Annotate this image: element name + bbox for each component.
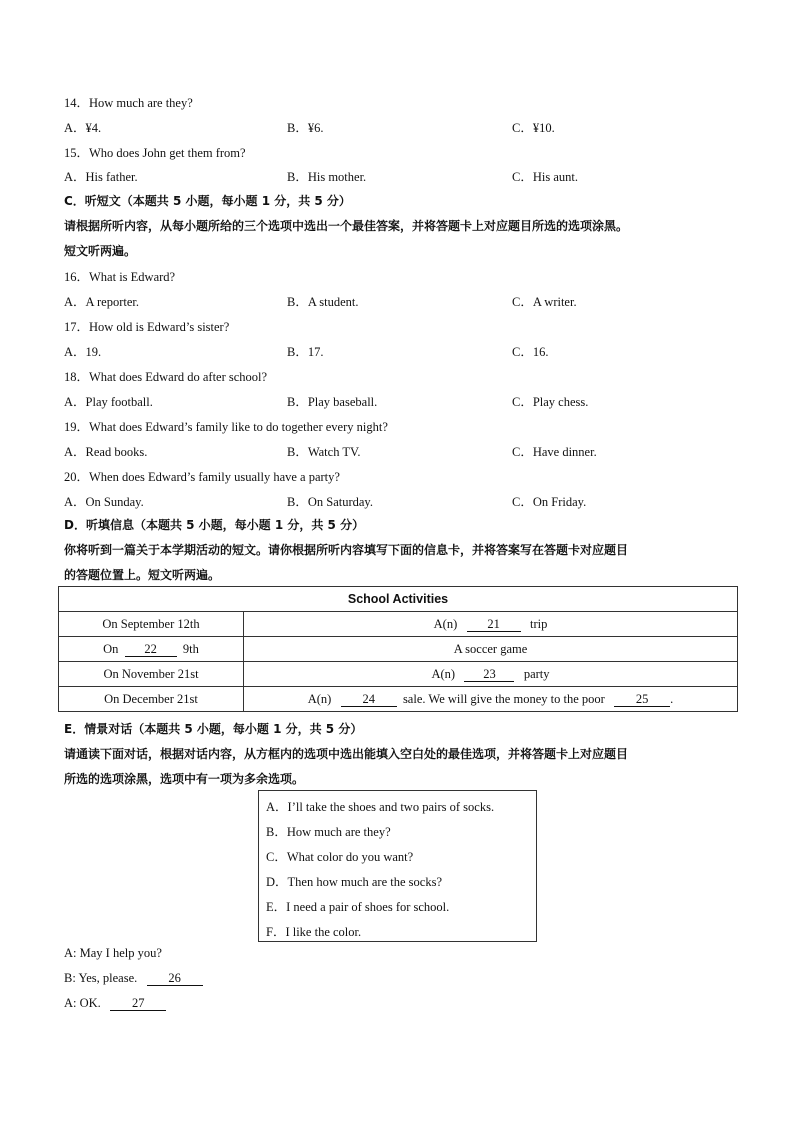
option-b: B．Play baseball.	[287, 395, 378, 409]
option-a: A．19.	[64, 345, 102, 359]
question-15: 15．Who does John get them from?	[64, 146, 246, 160]
section-d-instruction-2: 的答题位置上。短文听两遍。	[64, 568, 221, 582]
option-b: B．¥6.	[287, 121, 324, 135]
date-cell: On December 21st	[59, 687, 244, 712]
dialogue-line-3	[64, 996, 166, 1011]
activity-cell	[244, 662, 738, 687]
question-19: 19．What does Edward’s family like to do together every night?	[64, 420, 388, 434]
date-cell: On September 12th	[59, 612, 244, 637]
question-14: 14．How much are they?	[64, 96, 193, 110]
dialogue-text: A: OK.	[64, 996, 101, 1010]
blank-24: 24	[341, 693, 397, 707]
option-b: B．A student.	[287, 295, 359, 309]
options-15	[64, 167, 684, 183]
date-prefix: On	[103, 641, 119, 656]
question-18: 18．What does Edward do after school?	[64, 370, 268, 384]
option-a: A．On Sunday.	[64, 495, 144, 509]
option-c: C．Have dinner.	[512, 445, 597, 459]
option-c: C．¥10.	[512, 121, 555, 135]
option-a: A．A reporter.	[64, 295, 139, 309]
option-item: D．Then how much are the socks?	[266, 875, 442, 889]
activity-cell	[244, 687, 738, 712]
question-16: 16．What is Edward?	[64, 270, 176, 284]
blank-21: 21	[467, 618, 521, 632]
blank-23: 23	[464, 668, 514, 682]
blank-27: 27	[110, 997, 166, 1011]
option-c: C．His aunt.	[512, 170, 578, 184]
activity-description: sale. We will give the money to the poor	[402, 691, 605, 706]
options-19	[64, 442, 684, 458]
option-item: B．How much are they?	[266, 825, 391, 839]
option-b: B．17.	[287, 345, 324, 359]
option-a: A．Play football.	[64, 395, 153, 409]
activity-prefix: A(n)	[307, 691, 332, 706]
section-c-instruction-1: 请根据所听内容，从每小题所给的三个选项中选出一个最佳答案，并将答题卡上对应题目所选的选项涂黑。	[64, 219, 629, 233]
option-b: B．His mother.	[287, 170, 367, 184]
section-c-heading: C．听短文（本题共 5 小题，每小题 1 分，共 5 分）	[64, 194, 351, 208]
table-row	[59, 687, 738, 712]
table-title: School Activities	[59, 587, 738, 612]
date-suffix: 9th	[182, 641, 199, 656]
option-c: C．A writer.	[512, 295, 577, 309]
date-cell	[59, 637, 244, 662]
option-item: F．I like the color.	[266, 925, 362, 939]
option-c: C．Play chess.	[512, 395, 589, 409]
section-d-heading: D．听填信息（本题共 5 小题，每小题 1 分，共 5 分）	[64, 518, 365, 532]
dialogue-line-2	[64, 971, 203, 986]
option-c: C．16.	[512, 345, 549, 359]
blank-22: 22	[125, 643, 177, 657]
options-16	[64, 292, 684, 308]
option-a: A．¥4.	[64, 121, 102, 135]
activity-cell	[244, 612, 738, 637]
section-c-instruction-2: 短文听两遍。	[64, 244, 137, 258]
question-20: 20．When does Edward’s family usually have a party?	[64, 470, 340, 484]
option-b: B．Watch TV.	[287, 445, 361, 459]
option-c: C．On Friday.	[512, 495, 587, 509]
activity-suffix: party	[523, 666, 550, 681]
blank-25: 25	[614, 693, 670, 707]
options-14	[64, 118, 684, 134]
section-e-heading: E．情景对话（本题共 5 小题，每小题 1 分，共 5 分）	[64, 722, 363, 736]
period: .	[670, 691, 674, 706]
options-17	[64, 342, 684, 358]
dialogue-line-1: A: May I help you?	[64, 946, 162, 960]
activity-cell: A soccer game	[244, 637, 738, 662]
section-e-instruction-1: 请通读下面对话，根据对话内容，从方框内的选项中选出能填入空白处的最佳选项，并将答题卡上对应题目	[64, 747, 629, 761]
options-box	[258, 790, 537, 942]
blank-26: 26	[147, 972, 203, 986]
table-row	[59, 637, 738, 662]
option-b: B．On Saturday.	[287, 495, 373, 509]
option-item: E．I need a pair of shoes for school.	[266, 900, 450, 914]
option-item: C．What color do you want?	[266, 850, 414, 864]
options-20	[64, 492, 684, 508]
options-18	[64, 392, 684, 408]
school-activities-table	[58, 586, 738, 712]
table-row	[59, 612, 738, 637]
section-e-instruction-2: 所选的选项涂黑，选项中有一项为多余选项。	[64, 772, 305, 786]
activity-prefix: A(n)	[433, 616, 458, 631]
section-d-instruction-1: 你将听到一篇关于本学期活动的短文。请你根据所听内容填写下面的信息卡，并将答案写在答题卡对应题目	[64, 543, 629, 557]
option-a: A．His father.	[64, 170, 138, 184]
dialogue-text: B: Yes, please.	[64, 971, 138, 985]
date-cell: On November 21st	[59, 662, 244, 687]
table-row	[59, 662, 738, 687]
activity-prefix: A(n)	[431, 666, 456, 681]
question-17: 17．How old is Edward’s sister?	[64, 320, 230, 334]
option-a: A．Read books.	[64, 445, 148, 459]
activity-suffix: trip	[530, 616, 548, 631]
option-item: A．I’ll take the shoes and two pairs of socks.	[266, 800, 495, 814]
